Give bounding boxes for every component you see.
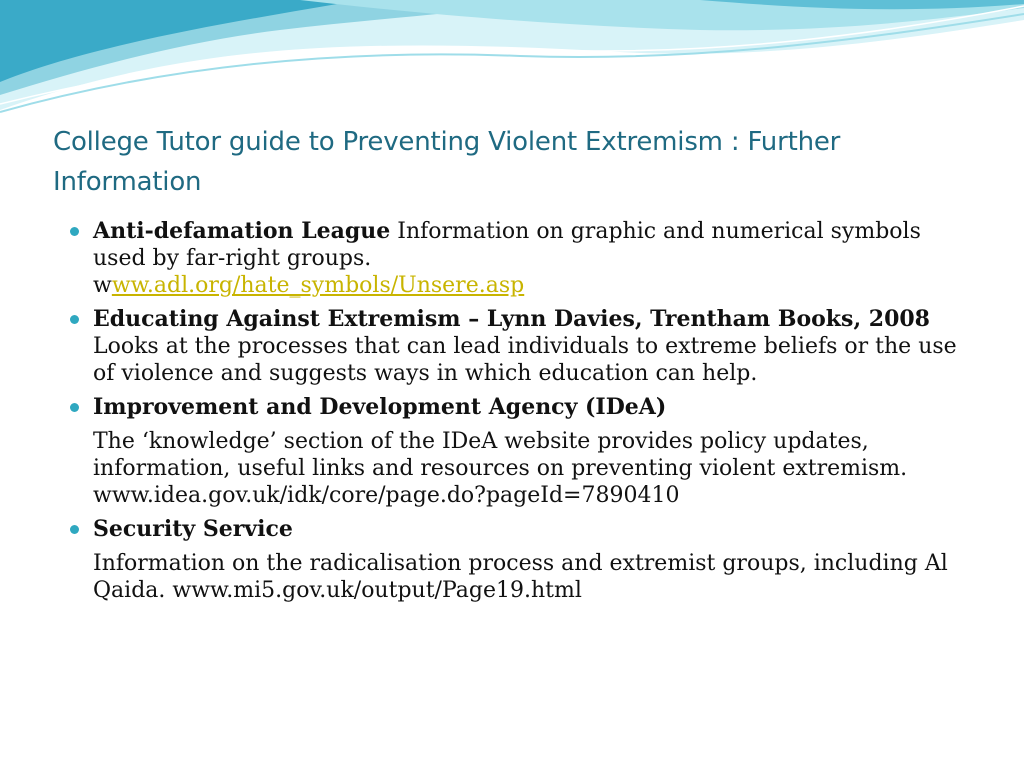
link-prefix: w [93,273,112,298]
item-text: Looks at the processes that can lead individuals to extreme beliefs or the use of violence and suggests ways in which education can help. [93,334,957,386]
item-heading: Security Service [93,516,293,542]
list-item [70,516,980,543]
bullet-icon [70,227,79,236]
bullet-icon [70,315,79,324]
header-wave-decoration [0,0,1024,130]
slide-body [70,218,980,611]
bullet-icon [70,525,79,534]
item-heading: Anti-defamation League [93,218,391,244]
list-item [70,218,980,299]
bullet-icon [70,403,79,412]
item-detail: The ‘knowledge’ section of the IDeA website provides policy updates, information, useful links and resources on preventing violent extremism. www.idea.gov.uk/idk/core/page.do?pageId=7890410 [93,429,908,508]
adl-link[interactable]: ww.adl.org/hate_symbols/Unsere.asp [111,273,525,298]
slide-title: College Tutor guide to Preventing Violent Extremism : Further Information [53,127,841,197]
item-text: Information on graphic and numerical symbols used by far-right groups. [93,219,921,271]
list-item [70,306,980,387]
item-detail: Information on the radicalisation process and extremist groups, including Al Qaida. www.mi5.gov.uk/output/Page19.html [93,551,948,603]
item-heading: Improvement and Development Agency (IDeA) [93,394,667,420]
list-item [70,394,980,421]
item-heading: Educating Against Extremism – Lynn Davies, Trentham Books, 2008 [93,306,930,332]
